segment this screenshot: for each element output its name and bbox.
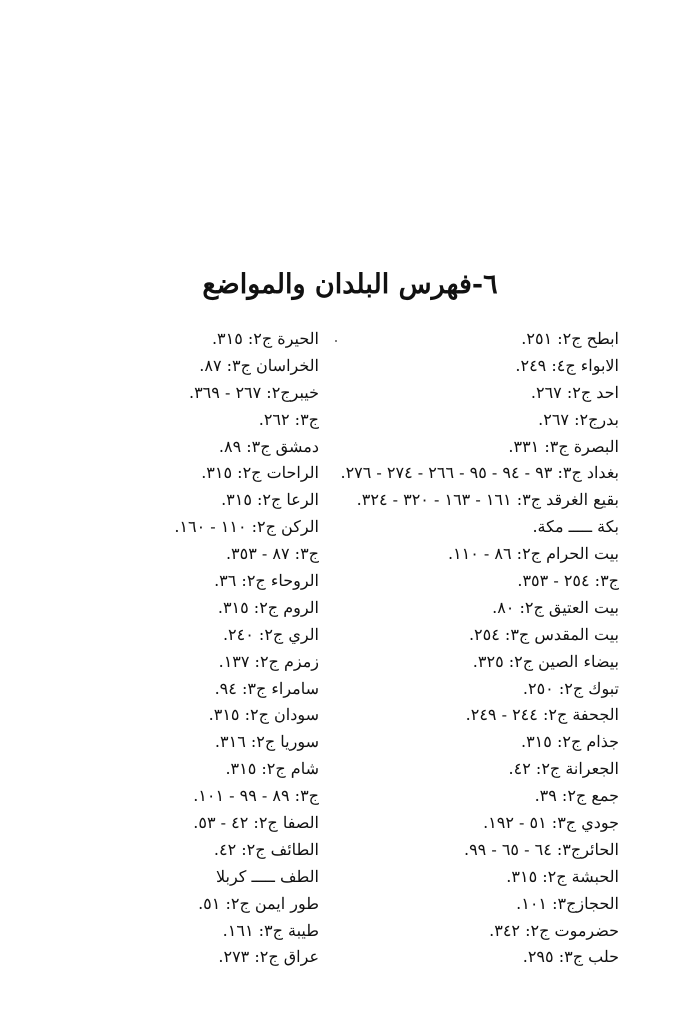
index-entry: بغداد ج٣: ٩٣ - ٩٤ - ٩٥ - ٢٦٦ - ٢٧٤ - ٢٧٦. [340, 463, 619, 483]
index-entry: طور ايمن ج٢: ٥١. [198, 893, 319, 913]
index-entry: جمع ج٢: ٣٩. [534, 786, 619, 806]
index-entry: الحجازج٣: ١٠١. [516, 893, 619, 913]
index-entry: دمشق ج٣: ٨٩. [218, 436, 319, 456]
index-entry: بدرج٢: ٢٦٧. [538, 409, 619, 429]
index-entry: بقيع الغرقد ج٣: ١٦١ - ١٦٣ - ٣٢٠ - ٣٢٤. [356, 490, 619, 510]
index-entry: الحبشة ج٢: ٣١٥. [506, 866, 619, 886]
index-entry: الرعا ج٢: ٣١٥. [221, 490, 319, 510]
index-entry: سوريا ج٢: ٣١٦. [214, 732, 319, 752]
index-entry: الحائرج٣: ٦٤ - ٦٥ - ٩٩. [463, 839, 619, 859]
index-entry: بيت الحرام ج٢: ٨٦ - ١١٠. [447, 544, 619, 564]
index-entry: ج٣: ٢٦٢. [258, 409, 319, 429]
index-entry: الجحفة ج٢: ٢٤٤ - ٢٤٩. [465, 705, 619, 725]
index-entry: تبوك ج٢: ٢٥٠. [522, 678, 619, 698]
index-entry: عراق ج٢: ٢٧٣. [218, 947, 319, 967]
index-entry: ج٣: ٨٧ - ٣٥٣. [225, 544, 319, 564]
index-column-left [79, 326, 319, 971]
index-entry: سامراء ج٣: ٩٤. [214, 678, 319, 698]
index-entry: الطائف ج٢: ٤٢. [213, 839, 319, 859]
index-entry: جذام ج٢: ٣١٥. [520, 732, 619, 752]
index-entry: الروم ج٢: ٣١٥. [217, 597, 319, 617]
index-entry: ج٣: ٨٩ - ٩٩ - ١٠١. [193, 786, 319, 806]
index-column-right [299, 326, 619, 971]
index-entry: الري ج٢: ٢٤٠. [222, 624, 319, 644]
index-entry: الروحاء ج٢: ٣٦. [214, 571, 319, 591]
index-entry: بكة ـــــ مكة. [532, 517, 619, 537]
index-entry: ابطح ج٢: ٢٥١. [521, 329, 619, 348]
index-entry: حضرموت ج٢: ٣٤٢. [489, 920, 619, 940]
index-entry: بيت العتيق ج٢: ٨٠. [492, 597, 619, 617]
index-entry: الابواء ج٤: ٢٤٩. [515, 355, 619, 375]
index-entry: الخراسان ج٣: ٨٧. [199, 355, 319, 375]
index-entry: بيضاء الصين ج٢: ٣٢٥. [472, 651, 619, 671]
index-entry: الصفا ج٢: ٤٢ - ٥٣. [193, 813, 319, 833]
index-entry: خيبرج٢: ٢٦٧ - ٣٦٩. [188, 382, 319, 402]
index-entry: حلب ج٣: ٢٩٥. [522, 947, 619, 967]
page-title: ٦-فهرس البلدان والمواضع [202, 269, 498, 300]
index-entry: الركن ج٢: ١١٠ - ١٦٠. [174, 517, 319, 537]
index-entry: زمزم ج٢: ١٣٧. [218, 651, 319, 671]
index-entry: الطف ـــــ كربلا [215, 866, 319, 886]
index-entry: البصرة ج٣: ٣٣١. [508, 436, 619, 456]
index-entry: الحيرة ج٢: ٣١٥. [211, 329, 319, 348]
index-entry: بيت المقدس ج٣: ٢٥٤. [468, 624, 619, 644]
index-entry: طيبة ج٣: ١٦١. [222, 920, 319, 940]
index-entry: جودي ج٣: ٥١ - ١٩٢. [483, 813, 619, 833]
index-entry: الجعرانة ج٢: ٤٢. [508, 759, 619, 779]
index-entry: الراحات ج٢: ٣١٥. [201, 463, 319, 483]
index-entry: احد ج٢: ٢٦٧. [530, 382, 619, 402]
index-entry: سودان ج٢: ٣١٥. [208, 705, 319, 725]
index-entry: ج٣: ٢٥٤ - ٣٥٣. [517, 571, 619, 591]
index-entry: شام ج٢: ٣١٥. [225, 759, 319, 779]
